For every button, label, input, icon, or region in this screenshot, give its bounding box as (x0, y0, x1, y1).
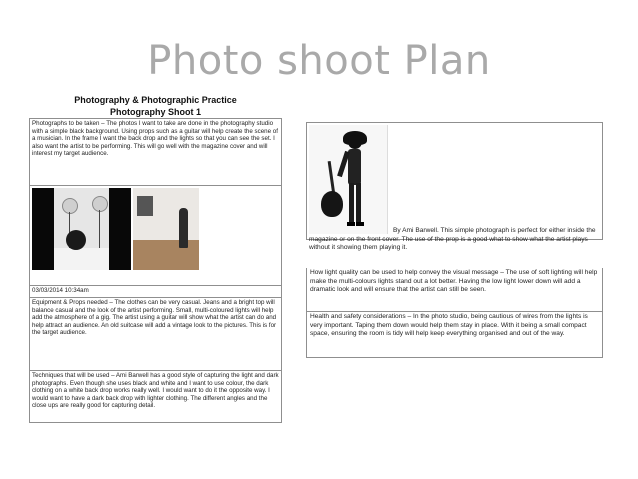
document-heading (29, 94, 282, 118)
intro-text: Photographs to be taken – The photos I want to take are done in the photography studio with a simple black background. Using props such as a guitar will help create the scene of a musician. In the frame I want the back drop and the lights so that you can see the set. I also want the artist to be performing. This will go well with the magazine cover and will interest my target audience. (32, 120, 278, 158)
intro-cell (29, 118, 282, 186)
safety-cell (306, 312, 603, 358)
heading-line-1: Photography & Photographic Practice (74, 95, 237, 105)
studio-setup-photo (32, 188, 131, 270)
reference-photos-cell (29, 186, 282, 286)
artist-photo-cell (306, 122, 603, 252)
light-quality-text: How light quality can be used to help convey the visual message – The use of soft lighting will help make the multi-colours lights stand out a lot better. Having the low light lower down will add a dramatic look and will ensure that the artist can still be seen. (310, 269, 598, 294)
equipment-text: Equipment & Props needed – The clothes can be very casual. Jeans and a bright top will balance casual and the look of the artist performing. Small, multi-coloured lights will help add the atmosphere of a gig. The artist using a guitar will show what the artist can do and help attract an audience. An old suitcase will add a vintage look to the pictures. This is for the target audience. (32, 299, 277, 337)
artist-with-guitar-photo (309, 125, 388, 234)
slide-title: Photo shoot Plan (147, 38, 491, 84)
date-text: 03/03/2014 10:34am (32, 287, 89, 294)
left-document (29, 94, 282, 423)
photo-caption: By Ami Barwell. This simple photograph is perfect for either inside the magazine or on the front cover. The use of the prop is a good what to show what the artist plays without it showing them playing it. (309, 227, 596, 252)
equipment-cell (29, 298, 282, 371)
techniques-text: Techniques that will be used – Ami Barwell has a good style of capturing the light and dark photographs. Even though she uses black and white and I want to use colour, the dark clothing on a white back drop works really well. I would want to do it the opposite way. I would want to have a dark back drop with lighter clothing. The different angles and the close ups are really good for capturing detail. (32, 372, 279, 410)
date-cell (29, 286, 282, 298)
right-document (306, 122, 603, 358)
studio-room-photo (133, 188, 199, 270)
techniques-cell (29, 371, 282, 423)
heading-line-2: Photography Shoot 1 (110, 107, 201, 117)
light-quality-cell (306, 268, 603, 312)
safety-text: Health and safety considerations – In the photo studio, being cautious of wires from the lights is very important. Taping them down would help them stay in place. With it being a small compact space, ensuring the room is tidy will help keep everything organised and out of the way. (310, 313, 588, 338)
